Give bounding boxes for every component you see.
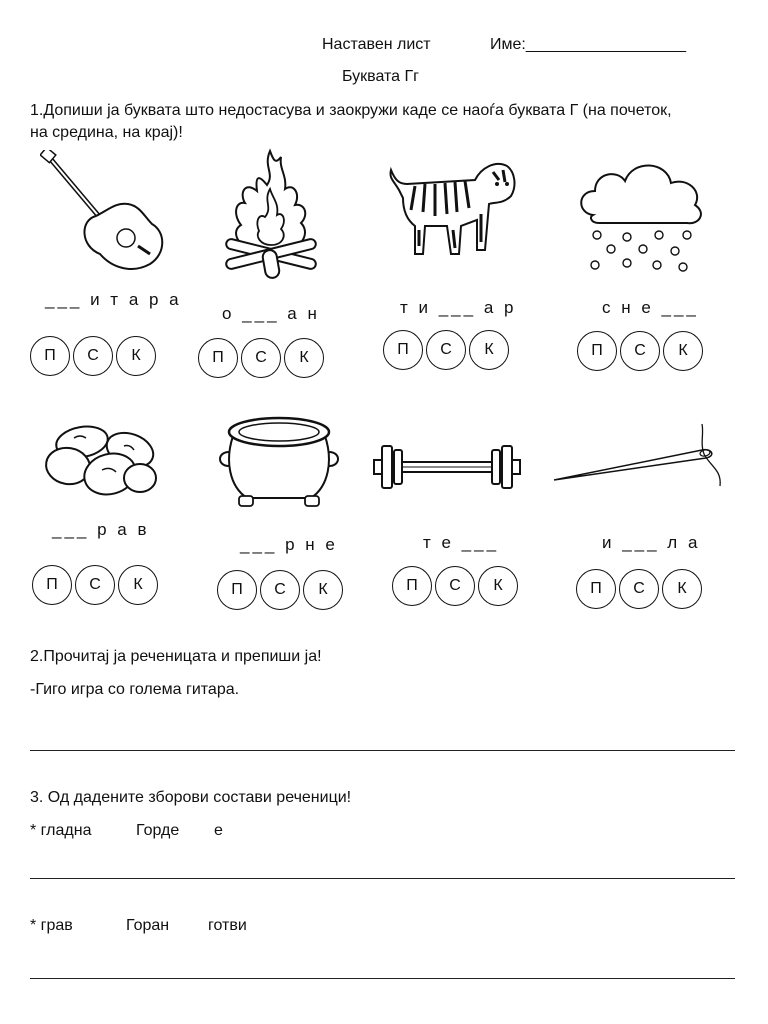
option-circle-s[interactable]: С <box>426 330 466 370</box>
options-dumbbell <box>392 566 518 606</box>
task3-word: Горан <box>126 917 170 934</box>
tiger-picture <box>385 150 520 270</box>
options-guitar <box>30 336 156 376</box>
word-snow[interactable]: с н е ___ <box>602 298 699 317</box>
word-fire[interactable]: о ___ а н <box>222 304 320 323</box>
option-circle-p[interactable]: П <box>217 570 257 610</box>
task3-word: е <box>214 822 223 839</box>
option-circle-p[interactable]: П <box>576 569 616 609</box>
option-circle-k[interactable]: К <box>303 570 343 610</box>
option-circle-p[interactable]: П <box>32 565 72 605</box>
pot-picture <box>215 410 345 510</box>
task3-word: * гладна <box>30 822 92 839</box>
snow-cloud-picture <box>575 155 710 280</box>
task3-word: готви <box>208 917 247 934</box>
option-circle-p[interactable]: П <box>383 330 423 370</box>
beans-picture <box>40 420 160 500</box>
dumbbell-picture <box>372 440 522 495</box>
word-tiger[interactable]: т и ___ а р <box>400 298 517 317</box>
word-beans[interactable]: ___ р а в <box>52 520 150 539</box>
option-circle-k[interactable]: К <box>478 566 518 606</box>
option-circle-s[interactable]: С <box>435 566 475 606</box>
option-circle-k[interactable]: К <box>663 331 703 371</box>
word-guitar[interactable]: ___ и т а р а <box>45 290 182 309</box>
option-circle-s[interactable]: С <box>619 569 659 609</box>
option-circle-p[interactable]: П <box>30 336 70 376</box>
worksheet-subtitle: Буквата Гг <box>342 68 420 85</box>
option-circle-s[interactable]: С <box>241 338 281 378</box>
option-circle-s[interactable]: С <box>75 565 115 605</box>
option-circle-k[interactable]: К <box>284 338 324 378</box>
answer-line-1[interactable] <box>30 750 735 751</box>
options-tiger <box>383 330 509 370</box>
option-circle-s[interactable]: С <box>620 331 660 371</box>
name-field-label[interactable]: Име:__________________ <box>490 36 687 53</box>
option-circle-p[interactable]: П <box>392 566 432 606</box>
task3-word: Горде <box>136 822 180 839</box>
option-circle-s[interactable]: С <box>73 336 113 376</box>
options-beans <box>32 565 158 605</box>
task1-instruction-cont: на средина, на крај)! <box>30 124 183 141</box>
needle-picture <box>552 420 727 490</box>
fire-picture <box>215 145 325 285</box>
word-dumbbell[interactable]: т е ___ <box>423 533 500 552</box>
task2-instruction: 2.Прочитај ја реченицата и препиши ја! <box>30 648 322 665</box>
answer-line-2[interactable] <box>30 878 735 879</box>
task3-word: * грав <box>30 917 73 934</box>
option-circle-p[interactable]: П <box>198 338 238 378</box>
word-pot[interactable]: ___ р н е <box>240 535 338 554</box>
option-circle-s[interactable]: С <box>260 570 300 610</box>
word-needle[interactable]: и ___ л а <box>602 533 701 552</box>
option-circle-k[interactable]: К <box>118 565 158 605</box>
options-fire <box>198 338 324 378</box>
options-needle <box>576 569 702 609</box>
worksheet-title: Наставен лист <box>322 36 431 53</box>
options-snow <box>577 331 703 371</box>
option-circle-k[interactable]: К <box>469 330 509 370</box>
guitar-picture <box>40 150 170 280</box>
option-circle-p[interactable]: П <box>577 331 617 371</box>
task2-sentence: -Гиго игра со голема гитара. <box>30 681 240 698</box>
options-pot <box>217 570 343 610</box>
task3-instruction: 3. Од дадените зборови состави реченици! <box>30 789 352 806</box>
answer-line-3[interactable] <box>30 978 735 979</box>
option-circle-k[interactable]: К <box>662 569 702 609</box>
option-circle-k[interactable]: К <box>116 336 156 376</box>
task1-instruction: 1.Допиши ја буквата што недостасува и заокружи каде се наоѓа буквата Г (на почеток, <box>30 102 672 119</box>
